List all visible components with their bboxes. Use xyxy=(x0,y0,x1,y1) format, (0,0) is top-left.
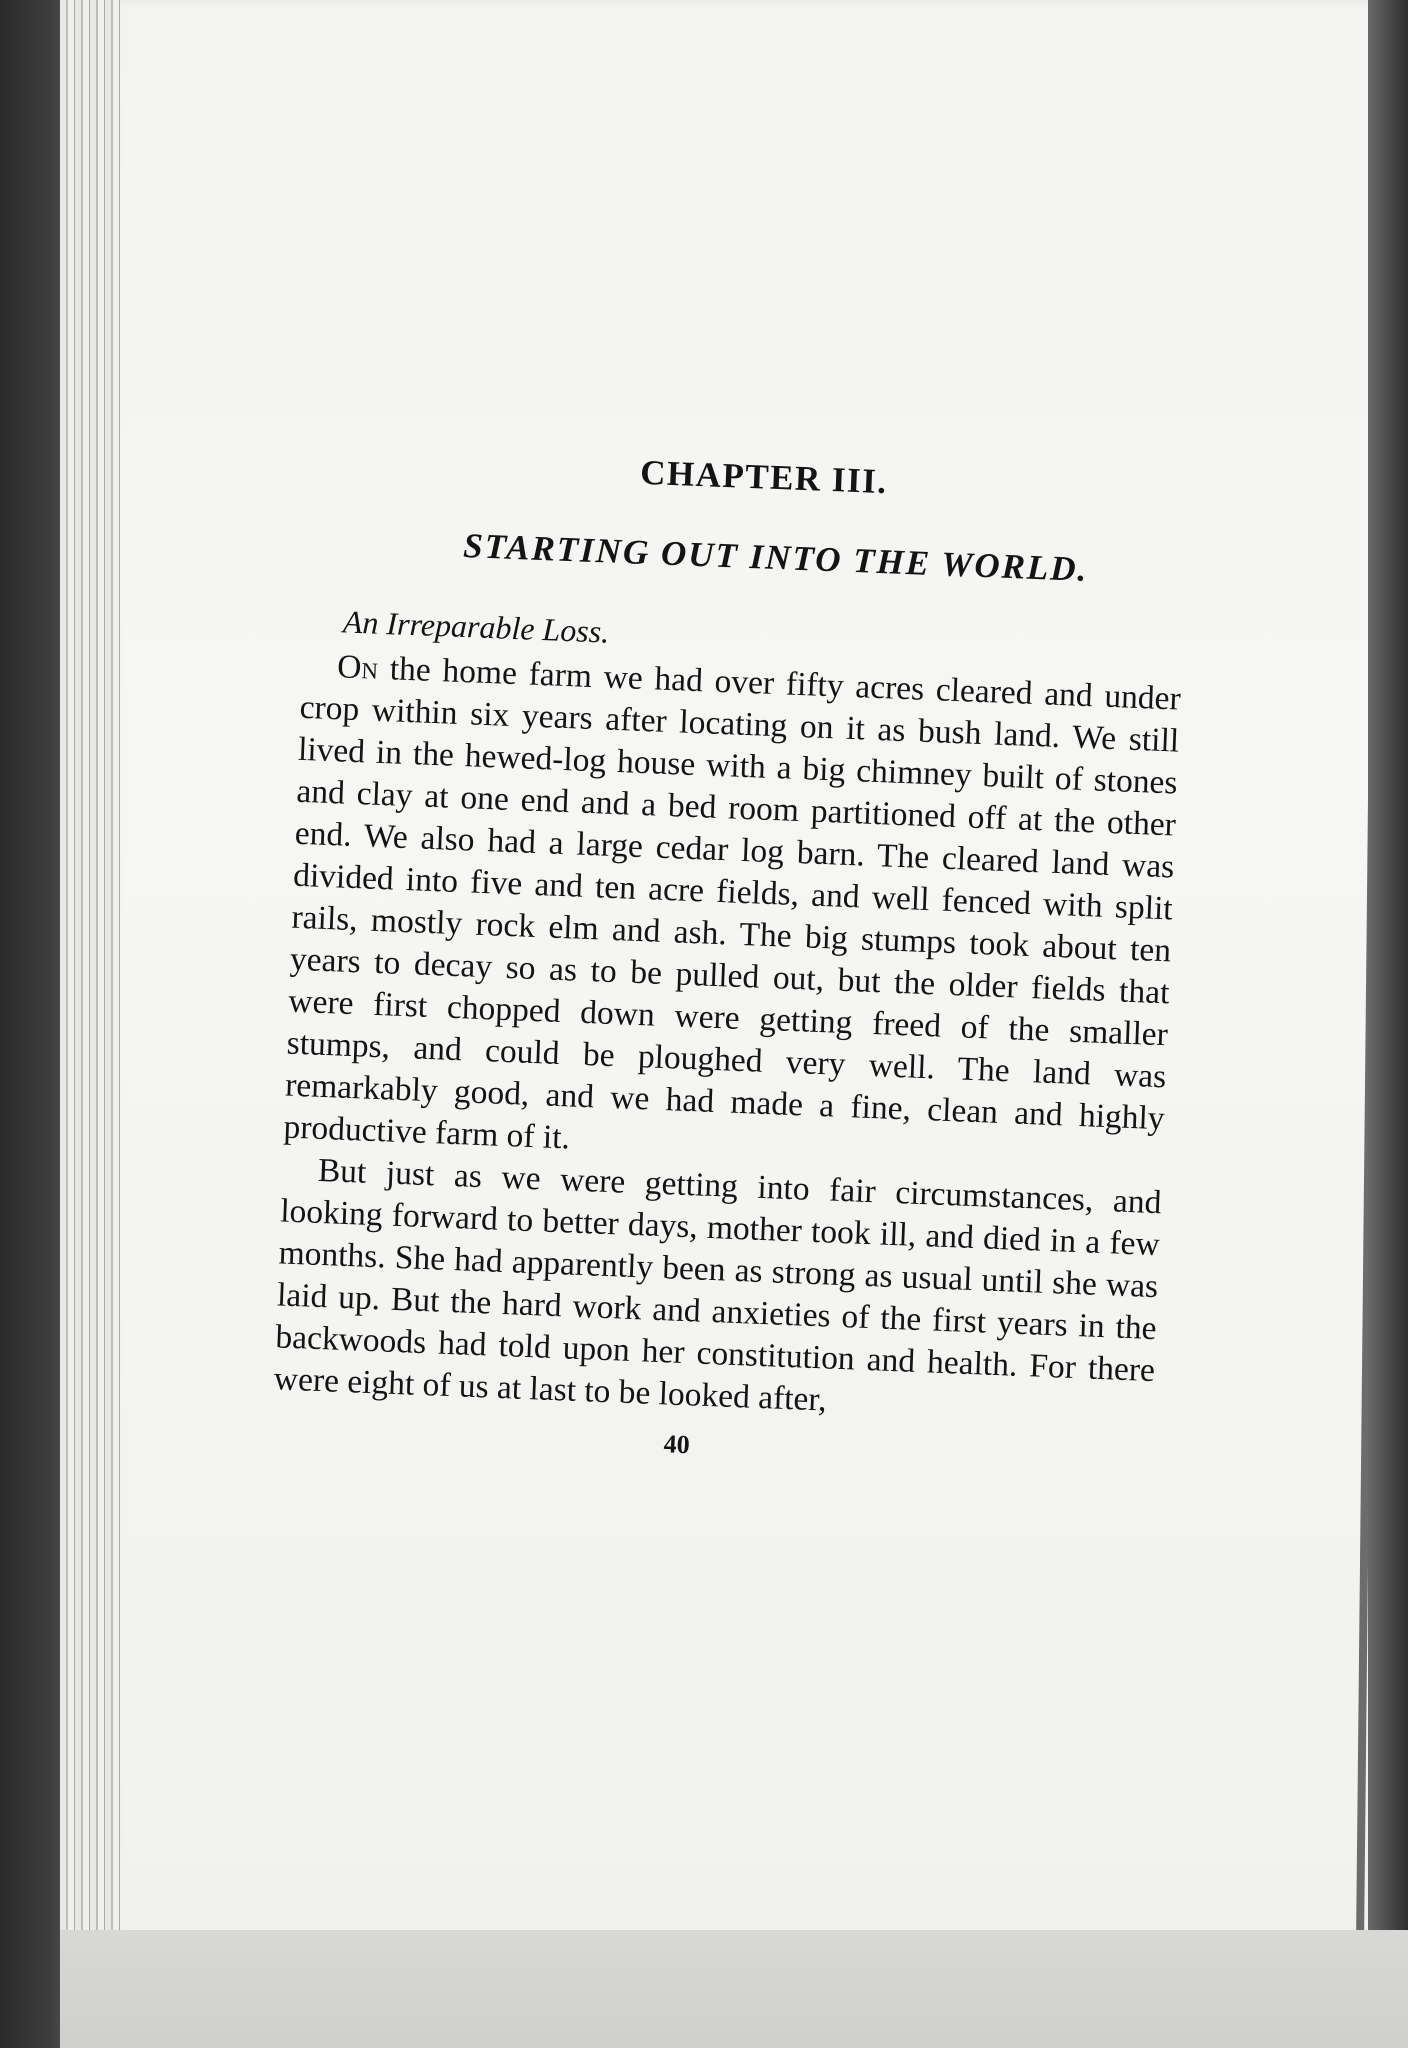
page-text-block xyxy=(271,440,1189,1478)
paragraph-2 xyxy=(273,1148,1162,1434)
chapter-number: CHAPTER III. xyxy=(639,452,889,502)
paragraph-1 xyxy=(283,645,1182,1182)
scan-background-right xyxy=(1368,0,1408,2048)
scan-background-bottom xyxy=(60,1930,1408,2048)
paragraph-2-text: But just as we were getting into fair circumstances, and looking forward to better days, mother took ill, and died in a few months. She had apparently been as strong as usual until she was laid up. But the hard work and anxieties of the first years in the backwoods had told upon her constitution and health. For there were eight of us at last to be looked after, xyxy=(273,1151,1163,1419)
page-number: 40 xyxy=(663,1429,691,1460)
chapter-title: STARTING OUT INTO THE WORLD. xyxy=(462,525,1090,589)
paragraph-1-text: the home farm we had over fifty acres cleared and under crop within six years after locating on it as bush land. We still lived in the hewed-log house with a big chimney built of stones and clay at one end and a bed room partitioned off at the other end. We also had a large cedar log barn. The cleared land was divided into five and ten acre fields, and well fenced with split rails, mostly rock elm and ash. The big stumps took about ten years to decay so as to be pulled out, but the older fields that were first chopped down were getting freed of the smaller stumps, and could be ploughed very well. The land was remarkably good, and we had made a fine, clean and highly productive farm of it. xyxy=(282,649,1182,1157)
paragraph-1-lead-word: On xyxy=(336,648,379,687)
section-heading: An Irreparable Loss. xyxy=(342,603,610,650)
